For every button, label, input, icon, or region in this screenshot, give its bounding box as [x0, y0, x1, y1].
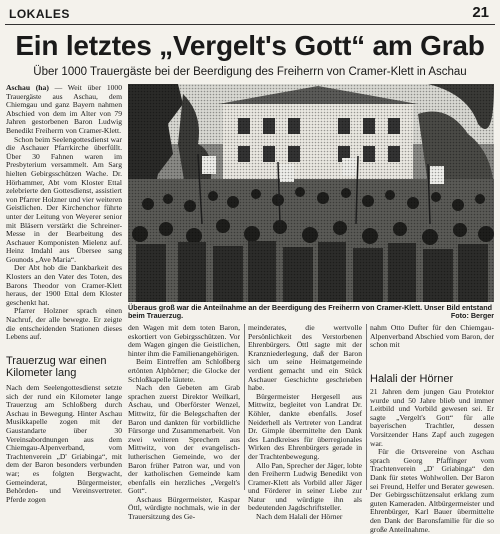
middle-column-2 — [248, 323, 362, 522]
body-paragraph: Für die Ortsvereine von Aschau sprach Georg Pfaffinger vom Trachtenverein „D' Griabinga“ den Dank für stetes Wohlwollen. Der Baron sei Freund, Helfer und Berater gewesen. Der Gebirgsschützensalut erklang zum guten Kameraden. Altbürgermeister und Ehrenbürger, Karl Bauer übermittelte den Dank der Baronsfamilie für die so große Anteilnahme. — [370, 447, 494, 534]
body-paragraph: Allo Pan, Sprecher der Jäger, lobte den Freiherrn Ludwig Benedikt von Cramer-Klett als Vorbild aller Jäger und Förderer in seiner Liebe zur Natur und würdigte ihn als bedeutenden Jagdschriftsteller. — [248, 460, 362, 513]
photo-credit: Foto: Berger — [450, 311, 494, 321]
body-paragraph: Der Abt hob die Dankbarkeit des Klosters an den Vater des Toten, des Barons Theodor von Cramer-Klett heraus, der 1900 Ettal dem Kloster geschenkt hat. — [6, 263, 122, 307]
funeral-photo — [128, 84, 494, 302]
headline: Ein letztes „Vergelt's Gott“ am Grab — [15, 30, 485, 61]
body-paragraph: Schon beim Seelengottesdienst war die Aschauer Pfarrkirche überfüllt. Über 30 Fahnen waren im Presbyterium versammelt. Am Sarg hielten Gebirgsschützen Wache. Dr. Hörhammer, Abt vom Kloster Ettal zelebrierte den Gottesdienst, assistiert von Pfarrer Holzner und vier weiteren Geistlichen. Der Kirchenchor führte unter der Leitung von Weyerer senior mit Bläsern verstärkt die Schreiner-Messe in der Bearbeitung des Aschauer Komponisten Mielenz auf. Heinz Imdahl aus Übersee sang Gounods „Ave Maria“. — [6, 134, 122, 264]
body-paragraph: Bürgermeister Hergesell aus Mittwitz, begleitet von Landrat Dr. Köhler, dankte ebenfalls. Josef Neiderhell als Vertreter von Landrat Dr. Gimple übermittelte den Dank des Landkreises für überregionales Wirken des Ehrenbürgers gerade in der Trachtenbewegung. — [248, 391, 362, 461]
procession-column — [6, 383, 122, 504]
crowd-photo-image — [128, 84, 494, 302]
caption-text: Überaus groß war die Anteilnahme an der Beerdigung des Freiherrn von Cramer-Klett. Unser Bild entstand beim Trauerzug. — [128, 303, 492, 321]
body-paragraph: Nach dem Seelengottesdienst setzte sich der rund ein Kilometer lange Trauerzug am Schloßberg durch Aschau in Bewegung. Hinter Aschau Musikkapelle zogen mit der Gaustandarte über 30 Vereinsabordnungen aus dem Chiemgau-Alpenverband, vom Trachtenverein „D' Griabinga“, mit dem der Baron besonders verbunden war; es folgten Bergwacht, Gemeinderat, Bürgermeister, Behörden- und Vereinsvertreter. Pferde zogen — [6, 383, 122, 504]
lead-paragraph — [6, 84, 122, 136]
page-header — [5, 4, 495, 25]
lead-column — [6, 84, 122, 352]
dateline: Aschau (ha) — [6, 83, 49, 92]
middle-column-1 — [128, 323, 240, 522]
body-paragraph: Nach den Gebeten am Grab sprachen zuerst Direktor Weilkarl, Aschau, und Oberförster Wenzel, Mittwitz, für die Belegschaften der Baron und dankten für vorbildliche Fürsorge und Zusammenarbeit. Von zwei weiteren Sprechern aus Mittwitz, von der evangelisch-lutherischen Gemeinde, wo der Baron früher Patron war, und von der katholischen Gemeinde kam ebenfalls ein herzliches „Vergelt's Gott“. — [128, 383, 240, 496]
body-paragraph: nahm Otto Dufter für den Chiemgau-Alpenverband Abschied vom Baron, der schon mit — [370, 323, 494, 350]
body-paragraph: Nach dem Halali der Hörner — [256, 512, 343, 522]
column-rule — [366, 324, 367, 490]
lead-text: — Weit über 1000 Trauergäste aus Aschau, dem Chiemgau und ganz Bayern nahmen Abschied von dem im Alter von 79 Jahren gestorbenen Baron Ludwig Benedikt Freiherrn von Cramer-Klett. — [6, 83, 123, 135]
right-column-bottom — [370, 387, 494, 534]
body-paragraph: 21 Jahren dem jungen Gau Protektor wurde und 50 Jahre blieb und immer Leitbild und Vorbild gewesen sei. Er sagte „Vergelt's Gott“ für alle bayerischen Trachtler, dessen Vorsitzender Hans Zapf auch zugegen war. — [370, 387, 494, 448]
body-paragraph: Aschaus Bürgermeister, Kaspar Öttl, würdigte nochmals, wie in der Trauersitzung des Ge- — [128, 494, 240, 522]
photo-caption — [128, 304, 494, 321]
body-paragraph: meinderates, die wertvolle Persönlichkeit des Verstorbenen Ehrenbürgers. Öttl sagte mit der Kranzniederlegung, daß der Baron sich um seine Heimatgemeinde verdient gemacht und ein Stück Aschauer Geschichte geschrieben habe. — [248, 323, 362, 393]
section-label: LOKALES — [9, 7, 70, 21]
body-paragraph: Pfarrer Holzner sprach einen Nachruf, der alle bewegte. Er zeigte die entscheidenden Stationen dieses Lebens auf. — [6, 306, 122, 342]
right-column-top — [370, 324, 494, 374]
page-number: 21 — [472, 4, 489, 21]
body-paragraph: den Wagen mit dem toten Baron, eskortiert von Gebirgsschützen. Vor dem Wagen gingen die Geistlichen, hinter ihm die Familienangehörigen. — [128, 323, 240, 358]
subheading-horns: Halali der Hörner — [370, 373, 454, 385]
subheading-procession: Trauerzug war einen Kilometer lang — [6, 355, 107, 379]
body-paragraph: Beim Eintreffen am Schloßberg ertönten Alphörner; die Glocke der Schloßkapelle läutete. — [128, 357, 240, 384]
column-rule — [244, 324, 245, 490]
subheadline: Über 1000 Trauergäste bei der Beerdigung des Freiherrn von Cramer-Klett in Aschau — [33, 66, 467, 78]
